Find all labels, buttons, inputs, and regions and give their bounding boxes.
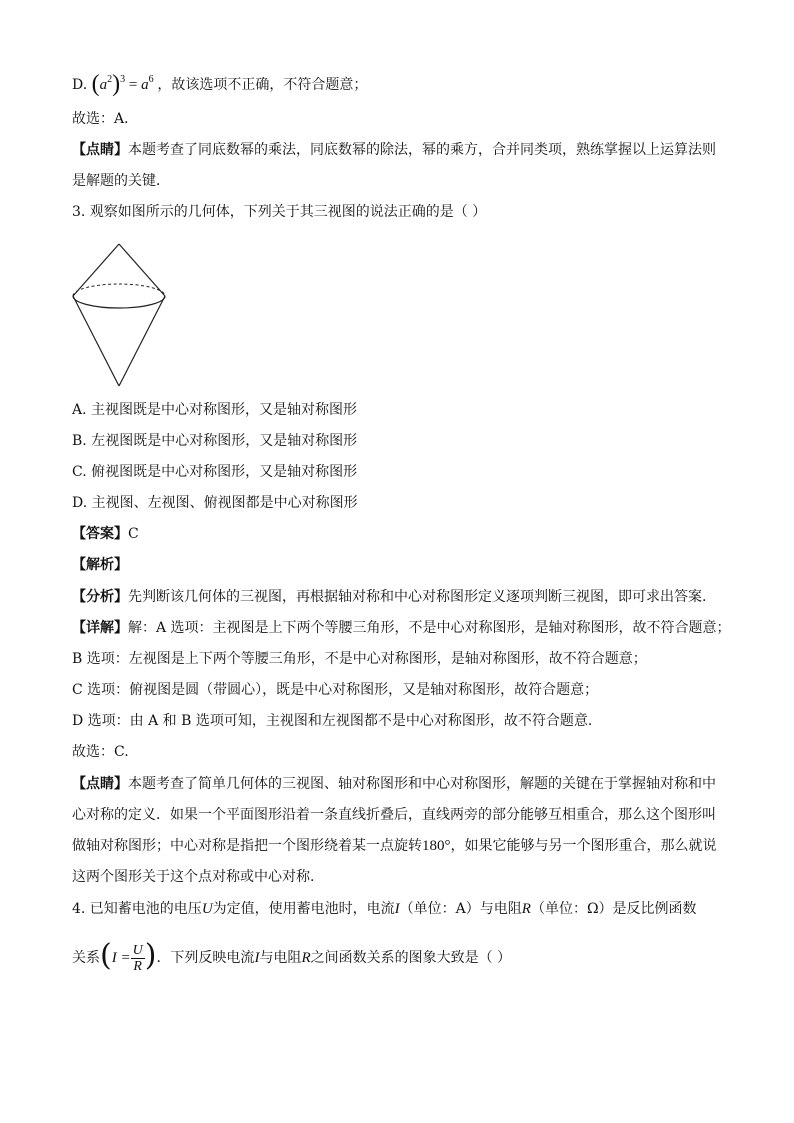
double-cone-figure [70,240,170,390]
comment-line-1: 【点睛】本题考查了同底数幂的乘法，同底数幂的除法，幂的乘方，合并同类项，熟练掌握以上运算法则 [72,142,716,158]
formula-lhs: I = [111,950,131,966]
question-3: 3. 观察如图所示的几何体，下列关于其三视图的说法正确的是（ ） [72,204,487,220]
ellipse-back-dashed [73,284,165,296]
cone-bottom-right-edge [119,296,165,386]
xiangjie-line-d: D 选项：由 A 和 B 选项可知，主视图和左视图都不是中心对称图形，故不符合题意. [72,713,593,729]
cone-top-right-edge [119,244,165,296]
xiangjie-line-a: 【详解】解：A 选项：主视图是上下两个等腰三角形，不是中心对称图形，是轴对称图形，故不符合题意； [72,620,731,636]
xiangjie-tag: 【详解】 [72,620,128,636]
cone-top-left-edge [73,244,119,296]
comment2-line-4: 这两个图形关于这个点对称或中心对称. [72,869,315,885]
comment-tag: 【点睛】 [72,776,128,792]
formula-fraction: $\frac{U}{R}$ [132,942,143,974]
comment-tag: 【点睛】 [72,142,128,158]
math-expression: $(a^2)^3 = a^6$ [91,71,154,97]
comment-line-2: 是解题的关键． [72,173,170,189]
cone-bottom-left-edge [73,296,119,386]
option-a: A. 主视图既是中心对称图形，又是轴对称图形 [72,402,358,418]
option-b: B. 左视图既是中心对称图形，又是轴对称图形 [72,433,358,449]
question-4-line-1: 4. 已知蓄电池的电压U为定值，使用蓄电池时，电流I（单位：A）与电阻R（单位：Ω）是反比例函数 [72,901,697,917]
comment2-line-1: 【点睛】本题考查了简单几何体的三视图、轴对称图形和中心对称图形，解题的关键在于掌握轴对称和中 [72,776,716,792]
question-4-line-2: 关系(I = $\frac{U}{R}$ )．下列反映电流I与电阻R之间函数关系的图象大致是（ ） [72,938,512,974]
answer-line [72,524,732,544]
ellipse-front-solid [73,296,165,308]
option-c: C. 俯视图既是中心对称图形，又是轴对称图形 [72,464,358,480]
analysis-tag: 【解析】 [72,557,128,573]
comment2-line-3: 做轴对称图形；中心对称是指把一个图形绕着某一点旋转180°，如果它能够与另一个图形重合，那么就说 [72,838,717,854]
choose-c-line: 故选：C. [72,744,129,760]
option-d: D. 主视图、左视图、俯视图都是中心对称图形 [72,495,358,511]
fenxi-line: 【分析】先判断该几何体的三视图，再根据轴对称和中心对称图形定义逐项判断三视图，即可求出答案. [72,589,707,605]
choose-a-line: 故选：A． [72,111,139,127]
fenxi-tag: 【分析】 [72,589,128,605]
answer-tag: 【答案】 [72,526,128,542]
xiangjie-line-b: B 选项：左视图是上下两个等腰三角形，不是中心对称图形，是轴对称图形，故不符合题意； [72,651,647,667]
xiangjie-line-c: C 选项：俯视图是圆（带圆心），既是中心对称图形，又是轴对称图形，故符合题意； [72,682,599,698]
degree-value: 180° [422,838,451,854]
option-d-explanation: D. $(a^2)^3 = a^6$ ，故该选项不正确，不符合题意； [72,71,368,97]
answer-value: C [128,526,139,542]
comment2-line-2: 心对称的定义．如果一个平面图形沿着一条直线折叠后，直线两旁的部分能够互相重合，那么这个图形叫 [72,807,716,823]
